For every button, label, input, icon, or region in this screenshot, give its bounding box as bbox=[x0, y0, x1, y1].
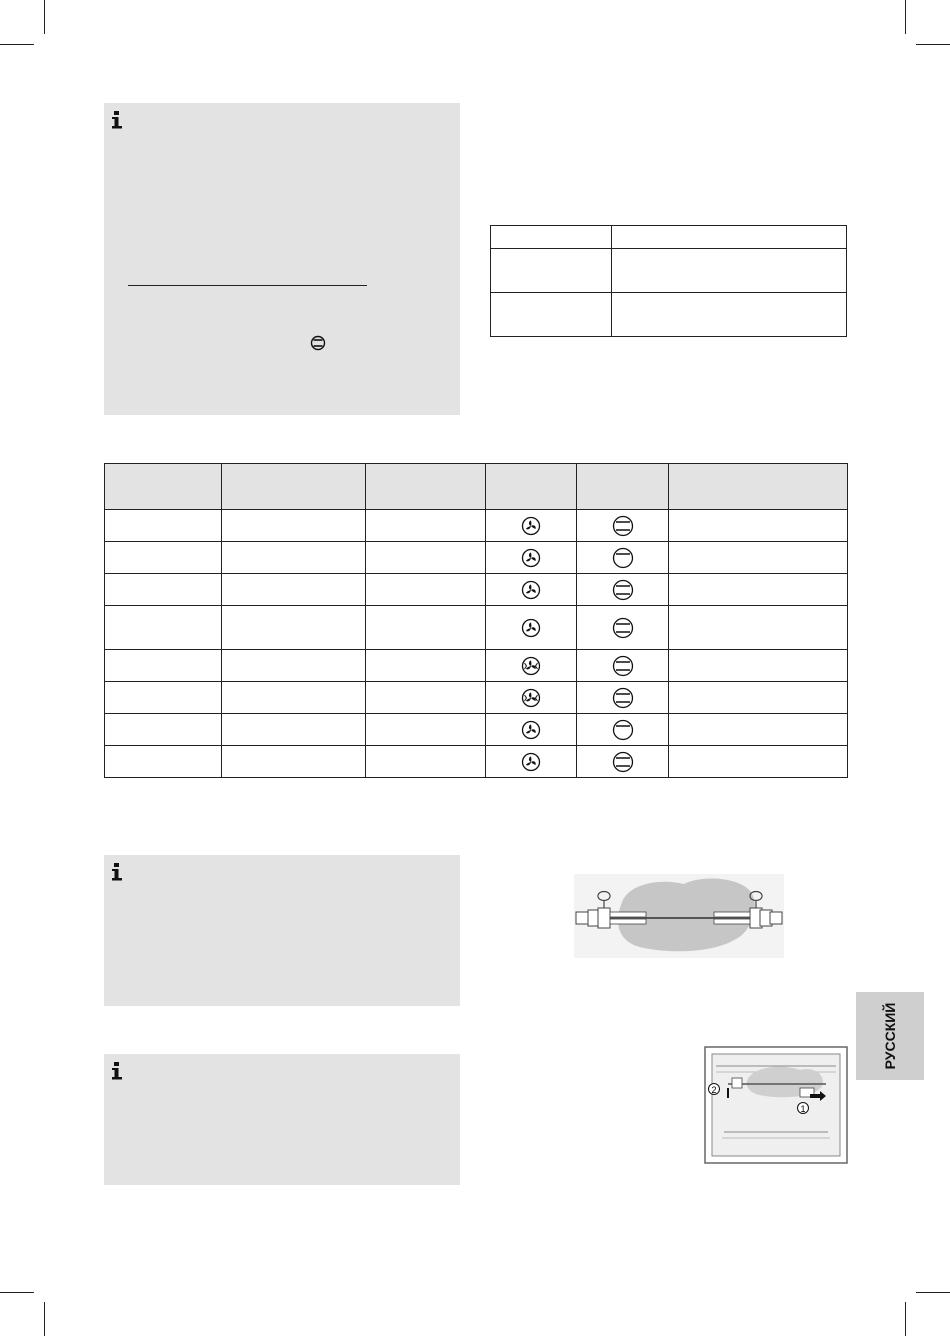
table-header-row bbox=[105, 464, 848, 510]
table-cell bbox=[577, 650, 669, 682]
top-bottom-heat-icon bbox=[612, 751, 634, 773]
info-icon bbox=[110, 1062, 124, 1080]
table-cell bbox=[366, 606, 486, 650]
table-cell bbox=[491, 293, 612, 337]
rotisserie-spit-illustration bbox=[574, 874, 784, 958]
table-header-cell bbox=[669, 464, 848, 510]
table-cell bbox=[366, 650, 486, 682]
table-cell bbox=[612, 249, 847, 293]
table-cell bbox=[577, 574, 669, 606]
table-cell bbox=[669, 574, 848, 606]
table-row bbox=[105, 650, 848, 682]
fan-icon bbox=[521, 752, 541, 772]
table-cell bbox=[366, 542, 486, 574]
table-cell bbox=[105, 746, 222, 778]
table-cell bbox=[222, 606, 366, 650]
table-cell bbox=[486, 746, 577, 778]
table-cell bbox=[577, 746, 669, 778]
table-cell bbox=[669, 542, 848, 574]
crop-mark bbox=[916, 44, 950, 45]
table-cell bbox=[491, 226, 612, 249]
language-label: РУССКИЙ bbox=[882, 1002, 898, 1070]
table-row bbox=[491, 293, 847, 337]
fan-icon bbox=[521, 720, 541, 740]
table-cell bbox=[222, 650, 366, 682]
table-cell bbox=[105, 650, 222, 682]
top-bottom-heat-icon bbox=[612, 515, 634, 537]
table-cell bbox=[366, 574, 486, 606]
table-cell bbox=[366, 682, 486, 714]
crop-mark bbox=[916, 1292, 950, 1293]
table-cell bbox=[486, 682, 577, 714]
mode-table bbox=[104, 463, 848, 778]
table-cell bbox=[669, 650, 848, 682]
table-cell bbox=[577, 606, 669, 650]
table-cell bbox=[222, 574, 366, 606]
table-row bbox=[105, 574, 848, 606]
top-bottom-heat-icon bbox=[612, 617, 634, 639]
link-underline bbox=[128, 285, 367, 286]
table-cell bbox=[105, 574, 222, 606]
table-cell bbox=[105, 606, 222, 650]
table-cell bbox=[486, 542, 577, 574]
table-row bbox=[105, 746, 848, 778]
table-row bbox=[105, 606, 848, 650]
table-row bbox=[105, 542, 848, 574]
fan-icon bbox=[521, 548, 541, 568]
fan-icon bbox=[521, 516, 541, 536]
table-cell bbox=[577, 682, 669, 714]
top-bottom-heat-icon bbox=[612, 655, 634, 677]
top-heat-icon bbox=[612, 547, 634, 569]
fan-ring-heat-icon bbox=[521, 656, 541, 676]
table-row bbox=[491, 249, 847, 293]
table-header-cell bbox=[105, 464, 222, 510]
fan-icon bbox=[521, 580, 541, 600]
table-header-cell bbox=[366, 464, 486, 510]
table-cell bbox=[669, 714, 848, 746]
table-cell bbox=[222, 510, 366, 542]
top-bottom-heat-icon bbox=[612, 687, 634, 709]
table-cell bbox=[612, 226, 847, 249]
table-cell bbox=[577, 510, 669, 542]
table-row bbox=[105, 510, 848, 542]
fan-icon bbox=[521, 618, 541, 638]
table-cell bbox=[486, 606, 577, 650]
table-cell bbox=[105, 682, 222, 714]
table-cell bbox=[669, 606, 848, 650]
crop-mark bbox=[44, 1302, 45, 1336]
oven-rotisserie-illustration bbox=[704, 1046, 848, 1164]
table-cell bbox=[577, 542, 669, 574]
callout-2: 2 bbox=[711, 1085, 717, 1095]
table-header-cell bbox=[577, 464, 669, 510]
info-box bbox=[104, 103, 460, 415]
table-cell bbox=[105, 542, 222, 574]
table-cell bbox=[222, 542, 366, 574]
table-cell bbox=[669, 510, 848, 542]
info-icon bbox=[110, 863, 124, 881]
table-cell bbox=[366, 510, 486, 542]
table-cell bbox=[612, 293, 847, 337]
crop-mark bbox=[0, 1292, 34, 1293]
table-cell bbox=[222, 746, 366, 778]
table-cell bbox=[486, 714, 577, 746]
table-header-cell bbox=[486, 464, 577, 510]
crop-mark bbox=[905, 1302, 906, 1336]
info-icon bbox=[110, 111, 124, 129]
table-cell bbox=[366, 746, 486, 778]
table-cell bbox=[486, 574, 577, 606]
table-cell bbox=[222, 682, 366, 714]
small-table bbox=[490, 225, 847, 337]
table-cell bbox=[222, 714, 366, 746]
table-cell bbox=[105, 510, 222, 542]
crop-mark bbox=[44, 0, 45, 34]
table-cell bbox=[366, 714, 486, 746]
info-box bbox=[104, 855, 460, 1006]
table-row bbox=[491, 226, 847, 249]
top-bottom-heat-icon bbox=[310, 335, 326, 351]
table-cell bbox=[669, 746, 848, 778]
top-heat-icon bbox=[612, 719, 634, 741]
table-header-cell bbox=[222, 464, 366, 510]
table-cell bbox=[669, 682, 848, 714]
table-cell bbox=[486, 650, 577, 682]
language-tab bbox=[856, 992, 924, 1080]
table-cell bbox=[105, 714, 222, 746]
crop-mark bbox=[0, 44, 34, 45]
table-cell bbox=[577, 714, 669, 746]
fan-ring-heat-icon bbox=[521, 688, 541, 708]
table-row bbox=[105, 714, 848, 746]
info-box bbox=[104, 1054, 460, 1185]
table-row bbox=[105, 682, 848, 714]
top-bottom-heat-icon bbox=[612, 579, 634, 601]
crop-mark bbox=[905, 0, 906, 34]
table-cell bbox=[486, 510, 577, 542]
callout-1: 1 bbox=[800, 1104, 806, 1114]
table-cell bbox=[491, 249, 612, 293]
